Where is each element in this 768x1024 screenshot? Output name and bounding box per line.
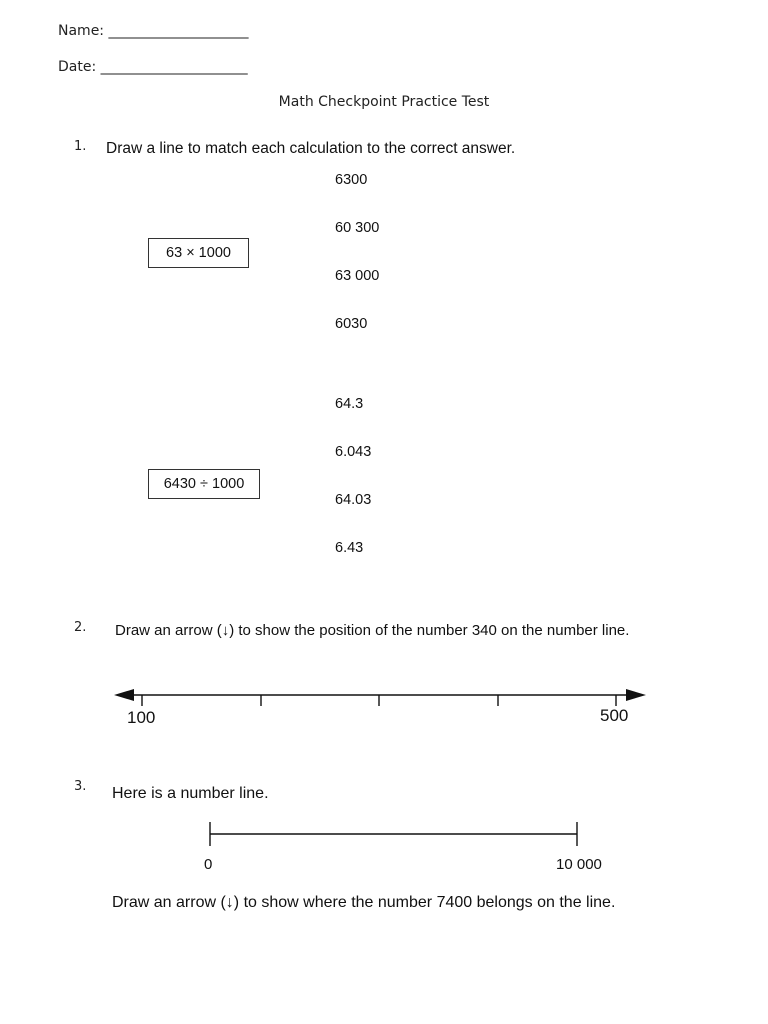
name-field-label: Name: ____________________ bbox=[58, 23, 249, 39]
answer-option: 6.43 bbox=[335, 540, 364, 556]
arrow-right-icon bbox=[626, 689, 646, 701]
question-1-number: 1. bbox=[74, 139, 87, 154]
date-field-label: Date: _____________________ bbox=[58, 59, 248, 75]
number-line-start-label: 100 bbox=[127, 708, 156, 727]
arrow-left-icon bbox=[114, 689, 134, 701]
answer-option: 6030 bbox=[335, 316, 368, 332]
calculation-box-multiply: 63 × 1000 bbox=[148, 238, 249, 268]
question-3-number: 3. bbox=[74, 779, 87, 794]
answer-option: 6.043 bbox=[335, 444, 372, 460]
answer-option: 63 000 bbox=[335, 268, 380, 284]
question-3-intro: Here is a number line. bbox=[112, 785, 269, 802]
page-title: Math Checkpoint Practice Test bbox=[278, 94, 490, 110]
question-1-prompt: Draw a line to match each calculation to the correct answer. bbox=[106, 140, 516, 157]
answer-option: 60 300 bbox=[335, 220, 380, 236]
number-line-100-500 bbox=[114, 689, 646, 706]
answer-option: 64.3 bbox=[335, 396, 364, 412]
number-line-start-label: 0 bbox=[204, 856, 213, 873]
calculation-box-divide: 6430 ÷ 1000 bbox=[148, 469, 260, 499]
number-line-end-label: 10 000 bbox=[556, 856, 602, 873]
answer-option: 6300 bbox=[335, 172, 368, 188]
question-2-prompt: Draw an arrow (↓) to show the position of the number 340 on the number line. bbox=[115, 622, 630, 639]
answer-option: 64.03 bbox=[335, 492, 372, 508]
number-line-0-10000 bbox=[210, 822, 577, 846]
question-3-prompt: Draw an arrow (↓) to show where the number 7400 belongs on the line. bbox=[112, 894, 616, 911]
question-2-number: 2. bbox=[74, 620, 87, 635]
number-line-end-label: 500 bbox=[600, 706, 629, 725]
